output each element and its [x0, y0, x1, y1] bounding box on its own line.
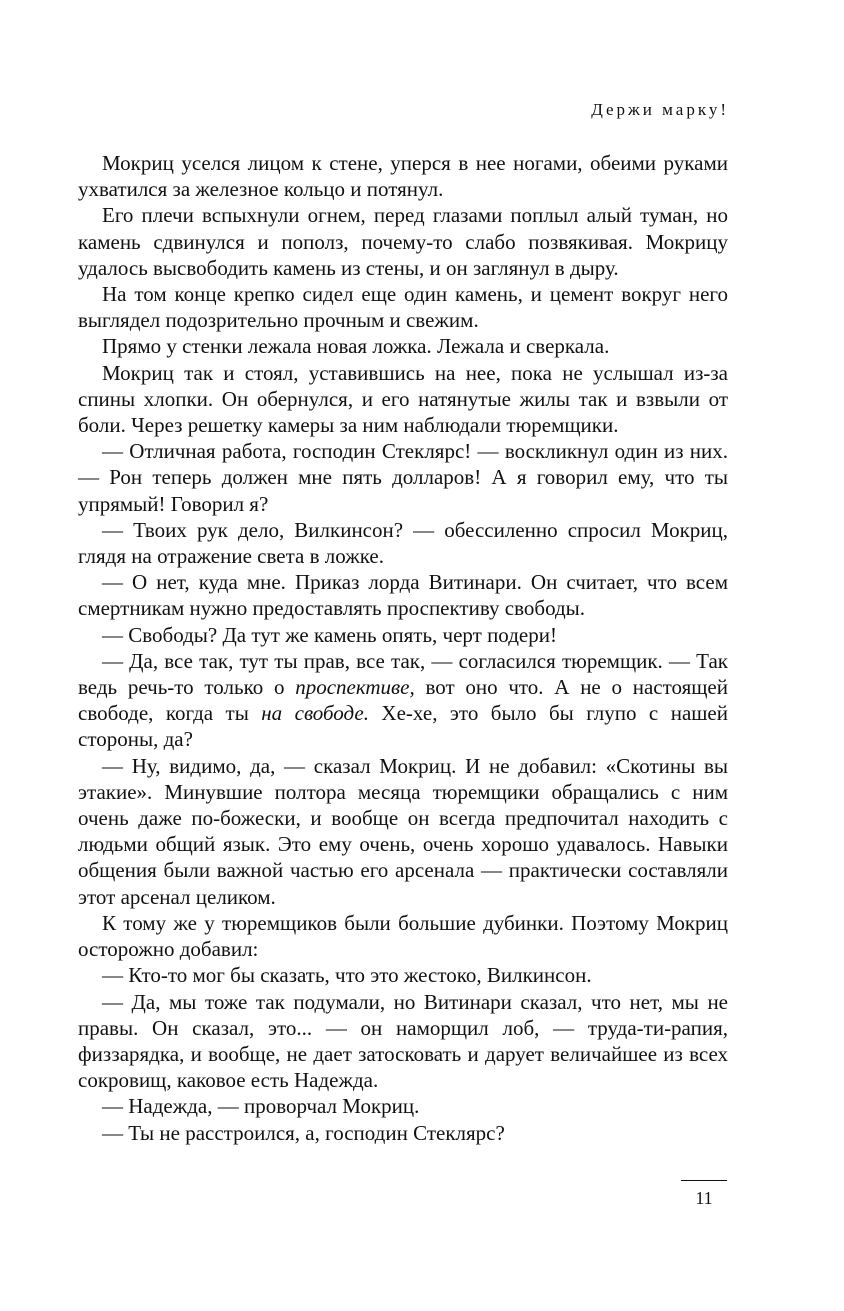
text-run: Хе-хе, это было бы глупо с нашей стороны, да?	[78, 701, 728, 752]
text-run: — Да, все так, тут ты прав, все так, — согласился тюремщик. — Так ведь речь-то только о	[78, 648, 728, 700]
paragraph	[78, 150, 728, 202]
paragraph	[78, 989, 728, 1094]
italic-phrase: на свободе.	[261, 701, 369, 726]
text-run: Мокриц так и стоял, уставившись на нее, пока не услышал из-за спины хлопки. Он обернулся, и его натянутые жилы так и взвыли от боли. Через решетку камеры за ним наблюдали тюремщики.	[78, 360, 728, 438]
text-run: — Кто-то мог бы сказать, что это жестоко, Вилкинсон.	[102, 963, 592, 988]
text-run: вот оно что. А не о настоящей свободе, когда ты	[78, 675, 728, 726]
paragraph	[78, 1093, 728, 1119]
paragraph	[78, 962, 728, 988]
paragraph	[78, 910, 728, 962]
text-run: — Ну, видимо, да, — сказал Мокриц. И не добавил: «Скотины вы этакие». Минувшие полтора месяца тюремщики обращались с ним очень даже по-божески, и вообще он всегда предпочитал находить с людьми общий язык. Это ему очень, очень хорошо удавалось. Навыки общения были важной частью его арсенала — практически составляли этот арсенал целиком.	[78, 753, 728, 909]
text-run: К тому же у тюремщиков были большие дубинки. Поэтому Мокриц осторожно добавил:	[78, 910, 728, 962]
paragraph	[78, 333, 728, 359]
paragraph	[78, 438, 728, 517]
italic-phrase: проспективе,	[295, 675, 415, 700]
paragraph	[78, 360, 728, 439]
paragraph	[78, 569, 728, 621]
text-run: Его плечи вспыхнули огнем, перед глазами поплыл алый туман, но камень сдвинулся и пополз, почему-то слабо позвякивая. Мокрицу удалось высвободить камень из стены, и он заглянул в дыру.	[78, 203, 728, 280]
page-number: 11	[695, 1188, 713, 1208]
paragraph	[78, 753, 728, 910]
paragraph	[78, 1120, 728, 1146]
text-run: Прямо у стенки лежала новая ложка. Лежала и сверкала.	[102, 334, 610, 359]
body-text	[78, 150, 728, 1146]
text-run: — Ты не расстроился, а, господин Стеклярс?	[102, 1120, 505, 1145]
footer-rule	[681, 1180, 727, 1181]
running-head: Держи марку!	[591, 100, 729, 119]
paragraph	[78, 202, 728, 281]
text-run: — Свободы? Да тут же камень опять, черт подери!	[102, 622, 557, 647]
text-run: На том конце крепко сидел еще один камень, и цемент вокруг него выглядел подозрительно прочным и свежим.	[78, 282, 728, 333]
text-run: — О нет, куда мне. Приказ лорда Витинари. Он считает, что всем смертникам нужно предоставлять проспективу свободы.	[78, 570, 728, 621]
paragraph	[78, 517, 728, 569]
text-run: — Отличная работа, господин Стеклярс! — воскликнул один из них. — Рон теперь должен мне пять долларов! А я говорил ему, что ты упрямый! Говорил я?	[78, 439, 728, 516]
text-run: Мокриц уселся лицом к стене, уперся в нее ногами, обеими руками ухватился за железное кольцо и потянул.	[78, 151, 728, 202]
paragraph	[78, 622, 728, 648]
paragraph	[78, 281, 728, 333]
paragraph	[78, 648, 728, 753]
text-run: — Твоих рук дело, Вилкинсон? — обессиленно спросил Мокриц, глядя на отражение света в ложке.	[78, 517, 728, 569]
text-run: — Надежда, — проворчал Мокриц.	[102, 1094, 420, 1119]
text-run: — Да, мы тоже так подумали, но Витинари сказал, что нет, мы не правы. Он сказал, это... — он наморщил лоб, — труда-ти-рапия, физзарядка, и вообще, не дает затосковать и дарует величайшее из всех сокровищ, каковое есть Надежда.	[78, 989, 728, 1093]
